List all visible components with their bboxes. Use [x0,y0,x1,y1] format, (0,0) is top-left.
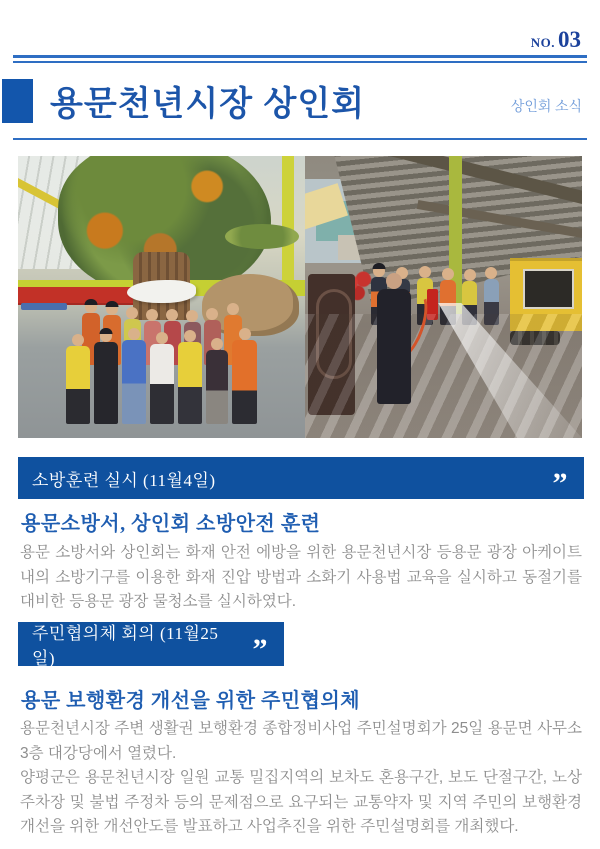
banner-label: 주민협의체 회의 (11월25일) [32,624,219,668]
section-heading-fire-drill: 용문소방서, 상인회 소방안전 훈련 [21,513,321,535]
photo-strip [18,156,582,438]
issue-number [531,27,581,53]
section-body-residents-council [20,717,582,840]
header-subtitle: 상인회 소식 [510,100,582,115]
group-photo [18,156,305,438]
paragraph: 용문천년시장 주변 생활권 보행환경 종합정비사업 주민설명회가 25일 용문면 사무소 3층 대강당에서 열렸다. [20,720,582,762]
container-window [523,269,574,310]
header-thin-rule [13,138,587,140]
title-accent-square [2,79,33,123]
banner-label: 소방훈련 실시 (11월4일) [32,470,216,490]
person-figure [66,346,90,424]
person-figure [178,342,202,424]
shop-sign [21,303,67,310]
header-double-rule [13,55,587,63]
paragraph: 양평군은 용문천년시장 일원 교통 밀집지역의 보차도 혼용구간, 보도 단절구간, 노상주차장 및 불법 주정차 등의 문제점으로 요구되는 교통약자 및 지역 주민의 보행환경 개선을 위한 개선안도를 발표하고 사업추진을 위한 주민설명회를 개최했다. [20,769,582,835]
section-heading-residents-council: 용문 보행환경 개선을 위한 주민협의체 [21,690,361,712]
white-goose-sculpture [127,280,196,303]
page-title: 용문천년시장 상인회 [50,85,366,123]
fire-drill-photo [305,156,582,438]
issue-value: 03 [558,27,581,52]
person-figure [94,342,118,424]
section-banner-fire-drill: 소방훈련 실시 (11월4일) ” [18,457,584,499]
issue-label: NO. [530,35,555,50]
person-figure [206,350,228,424]
section-banner-residents-council: 주민협의체 회의 (11월25일) ” [18,622,284,666]
tree-branch [225,224,300,249]
person-figure [232,340,257,424]
person-figure [150,344,174,424]
section-body-fire-drill: 용문 소방서와 상인회는 화재 안전 에방을 위한 용문천년시장 등용문 광장 아케이트 내의 소방기구를 이용한 화재 진압 방법과 소화기 사용법 교육을 실시하고 동절기를 대비한 등용문 광장 물청소를 실시하였다. [20,544,582,610]
person-figure [122,340,146,424]
foreground-person [377,289,411,404]
front-row-people [18,340,305,424]
